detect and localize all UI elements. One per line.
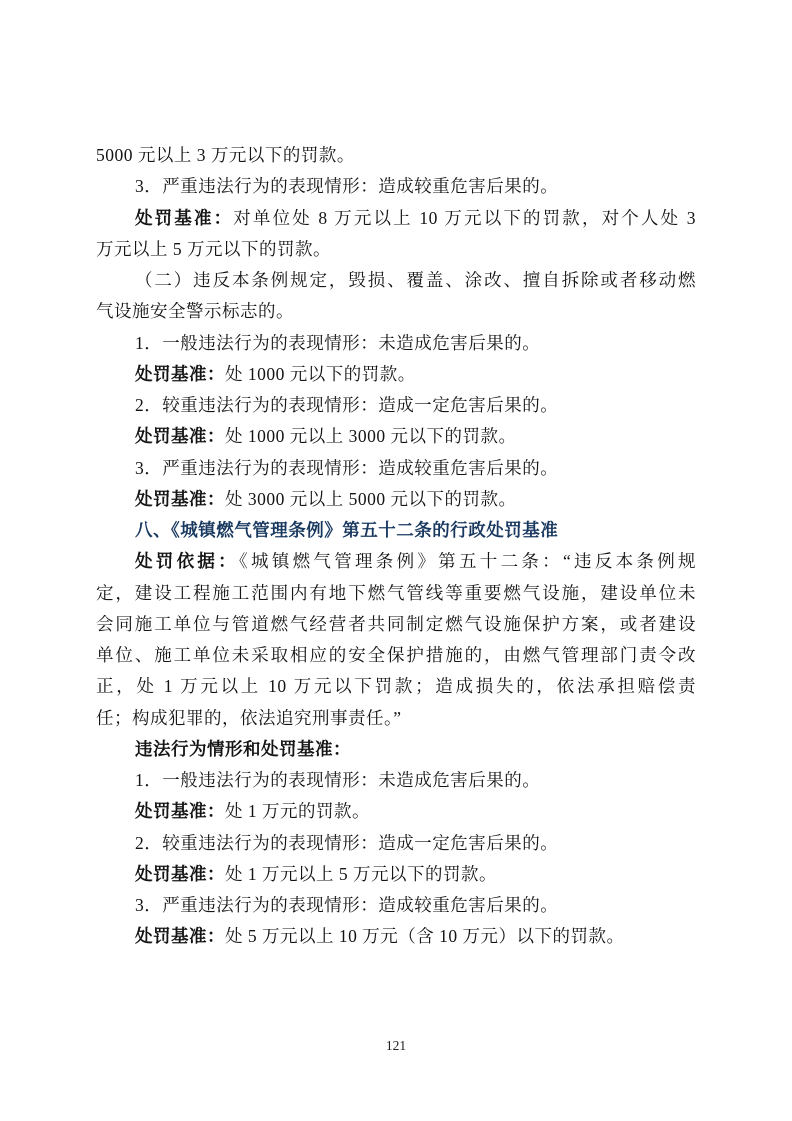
text-segment: 3．严重违法行为的表现情形：造成较重危害后果的。 (135, 457, 559, 478)
label-segment: 处罚基准： (135, 207, 234, 228)
text-segment: 处 1000 元以上 3000 元以下的罚款。 (225, 426, 517, 447)
label-segment: 处罚基准： (135, 863, 225, 884)
text-line (96, 859, 696, 890)
text-segment: 2．较重违法行为的表现情形：造成一定危害后果的。 (135, 832, 559, 853)
text-line (96, 890, 696, 921)
text-segment: 单位、施工单位未采取相应的安全保护措施的，由燃气管理部门责令改 (96, 645, 696, 665)
text-segment: 正，处 1 万元以上 10 万元以下罚款；造成损失的，依法承担赔偿责 (96, 676, 696, 697)
text-segment: 5000 元以上 3 万元以下的罚款。 (96, 145, 355, 165)
text-segment: 3．严重违法行为的表现情形：造成较重危害后果的。 (135, 176, 559, 197)
text-segment: 处 3000 元以上 5000 元以下的罚款。 (225, 488, 517, 509)
text-segment: 《城镇燃气管理条例》第五十二条：“违反本条例规 (238, 551, 696, 572)
label-segment: 处罚基准： (135, 363, 225, 384)
text-line (96, 171, 696, 202)
text-line (96, 640, 696, 671)
label-segment: 处罚基准： (135, 801, 225, 822)
text-line (96, 234, 696, 265)
text-line (96, 140, 696, 171)
label-segment: 违法行为情形和处罚基准： (135, 738, 351, 759)
text-segment: 万元以上 5 万元以下的罚款。 (96, 238, 331, 259)
text-line (96, 453, 696, 484)
text-segment: 处 1 万元以上 5 万元以下的罚款。 (225, 863, 497, 884)
text-line (96, 328, 696, 359)
text-segment: 会同施工单位与管道燃气经营者共同制定燃气设施保护方案，或者建设 (96, 613, 696, 634)
text-line (96, 203, 696, 234)
text-line (96, 578, 696, 609)
text-line (96, 671, 696, 702)
text-segment: 处 5 万元以上 10 万元（含 10 万元）以下的罚款。 (225, 926, 625, 947)
text-line (96, 703, 696, 734)
text-line (96, 296, 696, 327)
text-line (96, 921, 696, 952)
text-line (96, 484, 696, 515)
label-segment: 处罚基准： (135, 926, 225, 947)
text-line (96, 265, 696, 296)
label-segment: 八、《城镇燃气管理条例》第五十二条的行政处罚基准 (135, 520, 559, 540)
text-line (96, 359, 696, 390)
text-line (96, 734, 696, 765)
text-segment: 对单位处 8 万元以上 10 万元以下的罚款，对个人处 3 (233, 207, 697, 228)
text-line (96, 796, 696, 827)
text-line (96, 421, 696, 452)
label-segment: 处罚依据： (135, 551, 239, 572)
label-segment: 处罚基准： (135, 426, 225, 447)
text-line (96, 828, 696, 859)
text-line (96, 609, 696, 640)
text-line (96, 390, 696, 421)
text-segment: 1．一般违法行为的表现情形：未造成危害后果的。 (135, 770, 541, 790)
text-segment: 定，建设工程施工范围内有地下燃气管线等重要燃气设施，建设单位未 (96, 582, 696, 603)
label-segment: 处罚基准： (135, 488, 225, 509)
text-segment: 3．严重违法行为的表现情形：造成较重危害后果的。 (135, 895, 559, 915)
text-segment: 处 1 万元的罚款。 (225, 801, 370, 822)
text-segment: 气设施安全警示标志的。 (96, 301, 294, 322)
page-number: 121 (385, 1038, 407, 1053)
text-line (96, 546, 696, 577)
text-segment: （二）违反本条例规定，毁损、覆盖、涂改、擅自拆除或者移动燃 (135, 270, 696, 290)
text-line (96, 765, 696, 796)
section-heading (96, 515, 696, 546)
text-segment: 处 1000 元以下的罚款。 (225, 363, 416, 384)
document-content (96, 140, 696, 953)
text-segment: 任；构成犯罪的，依法追究刑事责任。” (96, 707, 402, 728)
text-segment: 1．一般违法行为的表现情形：未造成危害后果的。 (135, 332, 541, 353)
text-segment: 2．较重违法行为的表现情形：造成一定危害后果的。 (135, 395, 559, 415)
